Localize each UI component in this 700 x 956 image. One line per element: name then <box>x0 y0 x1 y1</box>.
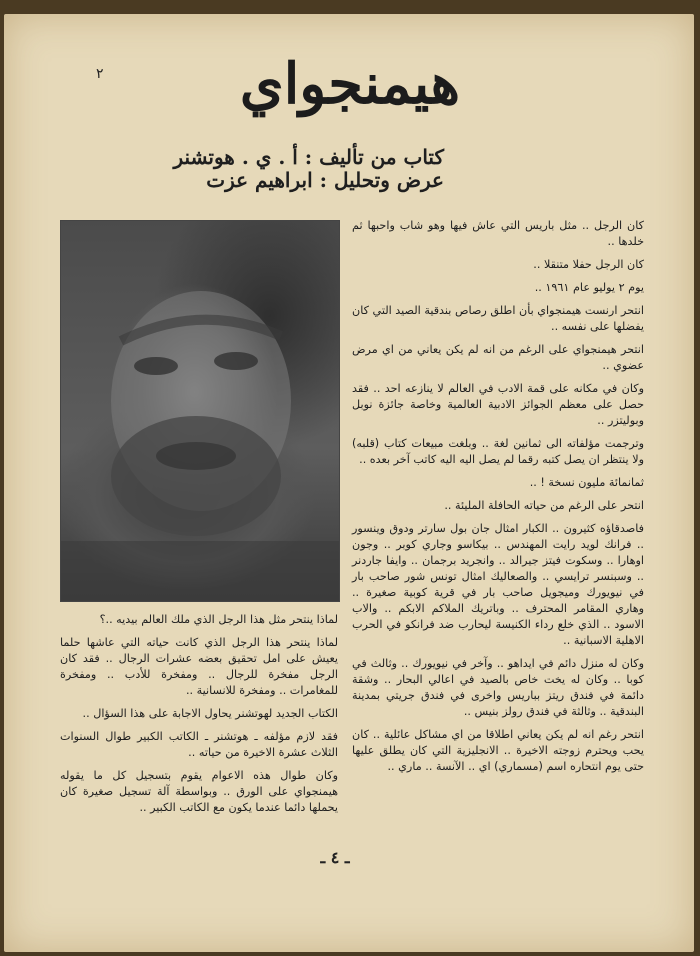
paragraph: لماذا ينتحر مثل هذا الرجل الذي ملك العالم بيديه ..؟ <box>99 613 338 626</box>
paragraph: انتحر هيمنجواي على الرغم من انه لم يكن يعاني من اي مرض عضوي .. <box>352 343 644 372</box>
paragraph: وكان له منزل دائم في ايداهو .. وآخر في نيويورك .. وثالث في كوبا .. وكان له يخت خاص بالصيد في اعالي البحار .. وشقة دائمة في فندق ريتز بباريس واخرى في فندق جريتي بمدينة البندقية .. وثالثة في فندق رولز بنيس .. <box>352 657 644 718</box>
corner-number: ٢ <box>96 66 104 82</box>
paragraph: فاصدقاؤه كثيرون .. الكبار امثال جان بول سارتر ودوق وينسور .. فرانك لويد رايت المهندس .. بيكاسو وجاري كوبر .. وجون اوهارا .. وسكوت فيتز جيرالد .. وانجريد برجمان .. وايفا جاردنر .. وسبنسر ترايسي .. والصعاليك امثال تونس شور صاحب بار في نيويورك وميجويل صاحب بار في قرية كوبية صغيرة .. وهاري المقامر المحترف .. وباتريك الملاكم الابكم .. والاب الاسود .. الذي خلع رداء الكنيسة ليحارب ضد فرانكو في الحرب الاهلية الاسبانية .. <box>352 522 644 647</box>
analyst-byline: عرض وتحليل : ابراهيم عزت <box>206 168 444 192</box>
paragraph: كان الرجل حفلا متنقلا .. <box>533 258 644 271</box>
hemingway-portrait-photo <box>60 220 340 602</box>
paragraph: وكان طوال هذه الاعوام يقوم بتسجيل كل ما يقوله هيمنجواي على الورق .. وبواسطة آلة تسجيل صغيرة كان يحملها دائما عندما يكون مع الكاتب الكبير .. <box>60 769 338 814</box>
paragraph: انتحر على الرغم من حياته الحافلة المليئة .. <box>444 499 644 512</box>
paragraph: كان الرجل .. مثل باريس التي عاش فيها وهو شاب واحبها ثم خلدها .. <box>352 219 644 248</box>
paragraph: الكتاب الجديد لهوتشنر يحاول الاجابة على هذا السؤال .. <box>82 707 338 720</box>
author-byline: كتاب من تأليف : أ . ي . هوتشنر <box>173 145 444 169</box>
paragraph: انتحر رغم انه لم يكن يعاني اطلاقا من اي مشاكل عائلية .. كان يحب ويحترم زوجته الاخيرة .. الانجليزية التي كان يطلق عليها حتى يوم انتحاره اسم (مسماري) اي .. الآنسة .. ماري .. <box>352 728 644 773</box>
paragraph: وترجمت مؤلفاته الى ثمانين لغة .. وبلغت مبيعات كتاب (قلبه) ولا ينتظر ان يصل كتبه رقما لم يصل اليه اليه كاتب آخر بعده .. <box>352 437 644 466</box>
left-text-column <box>60 612 338 823</box>
paragraph: فقد لازم مؤلفه ـ هوتشنر ـ الكاتب الكبير طوال السنوات الثلاث عشرة الاخيرة من حياته .. <box>60 730 338 759</box>
page-number: ـ ٤ ـ <box>320 848 350 867</box>
portrait-illustration <box>61 221 339 601</box>
article-title: هيمنجواي <box>239 51 461 117</box>
paragraph: يوم ٢ يوليو عام ١٩٦١ .. <box>534 281 644 294</box>
paragraph: لماذا ينتحر هذا الرجل الذي كانت حياته التي عاشها حلما يعيش على امل تحقيق بعضه عشرات الرجال .. فقد كان الرجل مفخرة للرجال .. ومفخرة للأدب .. ومفخرة للمغامرات .. ومفخرة للانسانية .. <box>60 636 338 697</box>
right-text-column <box>352 218 644 782</box>
paragraph: ثمانمائة مليون نسخة ! .. <box>529 476 644 489</box>
paragraph: وكان في مكانه على قمة الادب في العالم لا ينازعه احد .. فقد حصل على معظم الجوائز الادبية العالمية وخاصة جائزة نوبل وبوليتزر .. <box>352 382 644 427</box>
paragraph: انتحر ارنست هيمنجواي بأن اطلق رصاص بندقية الصيد التي كان يفضلها على نفسه .. <box>352 304 644 333</box>
